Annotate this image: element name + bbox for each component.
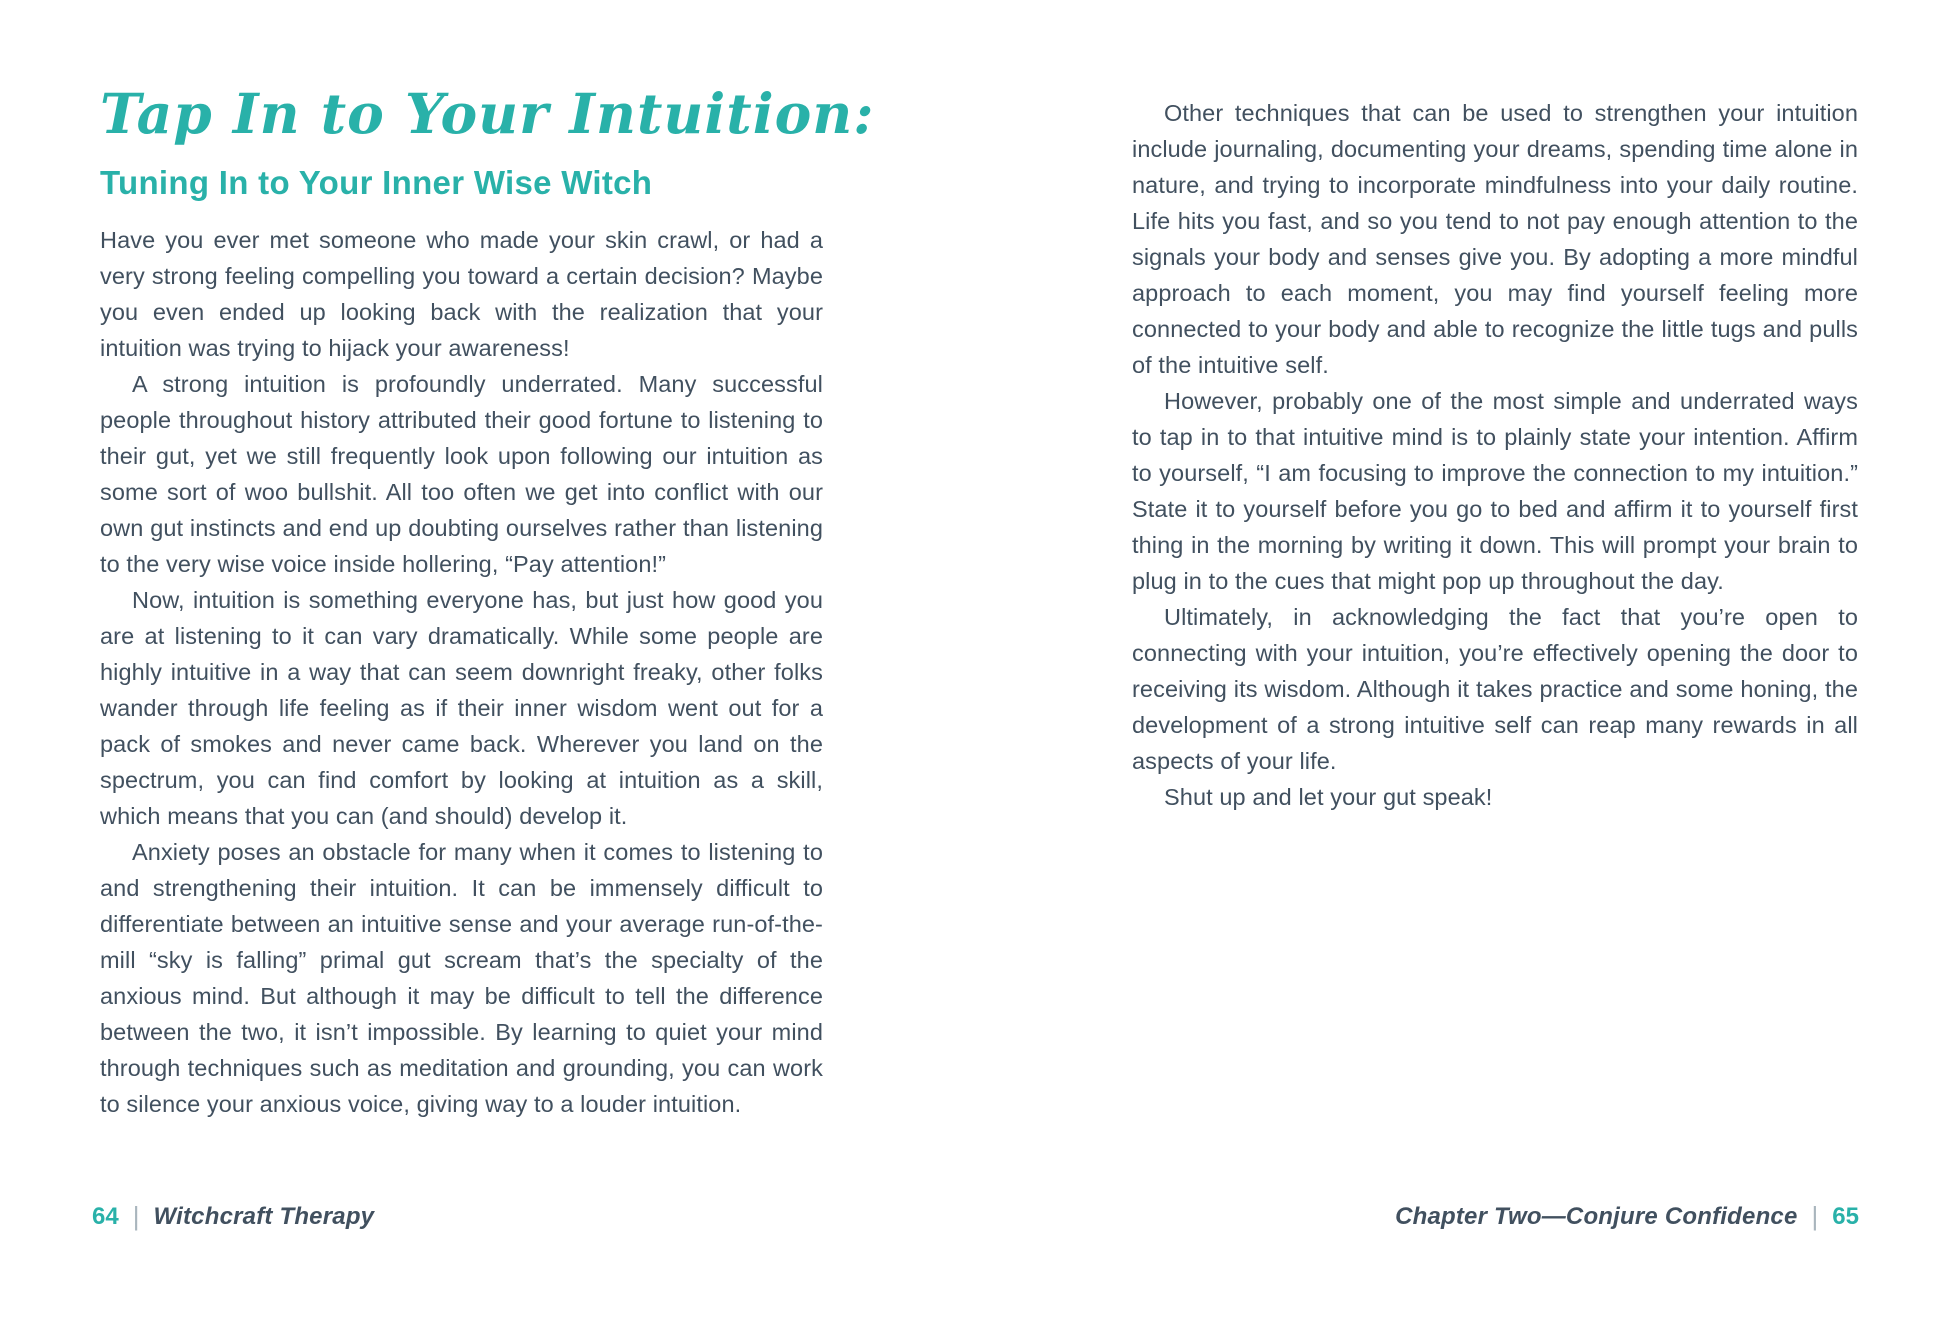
- section-title-script: Tap In to Your Intuition:: [100, 81, 875, 146]
- left-page-number: 64: [92, 1203, 119, 1230]
- right-page-number: 65: [1832, 1203, 1859, 1230]
- left-paragraph-4: Anxiety poses an obstacle for many when it comes to listening to and strengthening their intuition. It can be immensely difficult to differentiate between an intuitive sense and your average run-of-the-mill “sky is falling” primal gut scream that’s the specialty of the anxious mind. But although it may be difficult to tell the difference between the two, it isn’t impossible. By learning to quiet your mind through techniques such as meditation and grounding, you can work to silence your anxious voice, giving way to a louder intuition.: [100, 839, 823, 1117]
- right-paragraph-4: Shut up and let your gut speak!: [1164, 784, 1493, 810]
- section-subtitle: Tuning In to Your Inner Wise Witch: [100, 164, 653, 201]
- right-paragraph-1: Other techniques that can be used to strengthen your intuition include journaling, documenting your dreams, spending time alone in nature, and trying to incorporate mindfulness into your daily routine. Life hits you fast, and so you tend to not pay enough attention to the signals your body and senses give you. By adopting a more mindful approach to each moment, you may find yourself feeling more connected to your body and able to recognize the little tugs and pulls of the intuitive self.: [1132, 100, 1858, 378]
- left-page-body: [100, 222, 823, 1122]
- left-paragraph-1: Have you ever met someone who made your skin crawl, or had a very strong feeling compelling you toward a certain decision? Maybe you even ended up looking back with the realization that your intuition was trying to hijack your awareness!: [100, 227, 823, 361]
- right-paragraph-2: However, probably one of the most simple and underrated ways to tap in to that intuitive mind is to plainly state your intention. Affirm to yourself, “I am focusing to improve the connection to my intuition.” State it to yourself before you go to bed and affirm it to yourself first thing in the morning by writing it down. This will prompt your brain to plug in to the cues that might pop up throughout the day.: [1132, 388, 1858, 594]
- book-title-footer: Witchcraft Therapy: [153, 1203, 375, 1230]
- footer-divider-left: |: [132, 1201, 140, 1231]
- left-paragraph-2: A strong intuition is profoundly underrated. Many successful people throughout history attributed their good fortune to listening to their gut, yet we still frequently look upon following our intuition as some sort of woo bullshit. All too often we get into conflict with our own gut instincts and end up doubting ourselves rather than listening to the very wise voice inside hollering, “Pay attention!”: [100, 371, 823, 577]
- right-page-footer: [1395, 1200, 1859, 1232]
- right-paragraph-3: Ultimately, in acknowledging the fact that you’re open to connecting with your intuition, you’re effectively opening the door to receiving its wisdom. Although it takes practice and some honing, the development of a strong intuitive self can reap many rewards in all aspects of your life.: [1132, 604, 1858, 774]
- chapter-title-footer: Chapter Two—Conjure Confidence: [1395, 1203, 1798, 1230]
- right-page-body: [1132, 95, 1858, 815]
- footer-divider-right: |: [1811, 1201, 1819, 1231]
- left-page-footer: [92, 1200, 374, 1232]
- left-paragraph-3: Now, intuition is something everyone has, but just how good you are at listening to it can vary dramatically. While some people are highly intuitive in a way that can seem downright freaky, other folks wander through life feeling as if their inner wisdom went out for a pack of smokes and never came back. Wherever you land on the spectrum, you can find comfort by looking at intuition as a skill, which means that you can (and should) develop it.: [100, 587, 823, 829]
